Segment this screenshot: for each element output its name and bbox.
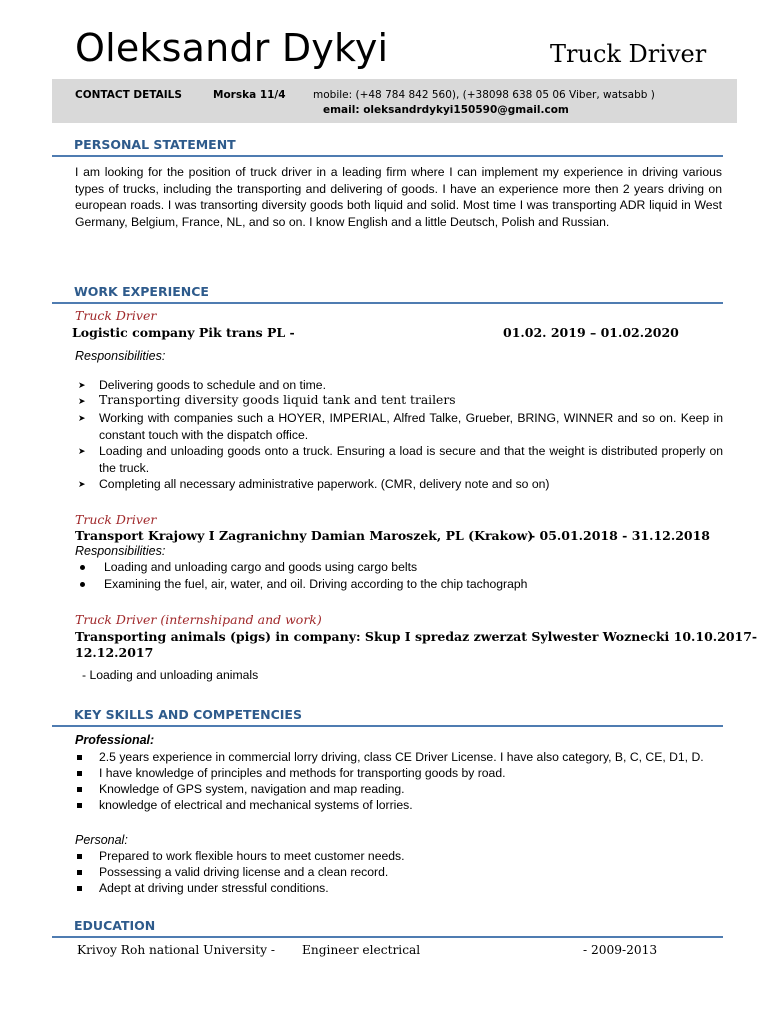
bullet-dot-icon — [80, 582, 85, 587]
section-divider — [52, 725, 723, 727]
job-1-responsibilities-label: Responsibilities: — [75, 349, 166, 363]
professional-skill: I have knowledge of principles and methods for transporting goods by road. — [99, 766, 506, 780]
contact-email: email: oleksandrdykyi150590@gmail.com — [323, 104, 569, 116]
job-title: Truck Driver — [550, 40, 707, 68]
job-3-item: - Loading and unloading animals — [82, 668, 259, 682]
candidate-name: Oleksandr Dykyi — [75, 26, 389, 70]
job-1-item: Delivering goods to schedule and on time. — [99, 378, 326, 392]
arrow-bullet-icon: ➤ — [78, 479, 86, 489]
personal-skill: Prepared to work flexible hours to meet customer needs. — [99, 849, 405, 863]
skills-heading: KEY SKILLS AND COMPETENCIES — [74, 707, 302, 722]
square-bullet-icon — [77, 870, 82, 875]
contact-mobile: mobile: (+48 784 842 560), (+38098 638 05 06 Viber, watsabb ) — [313, 89, 655, 101]
professional-label: Professional: — [75, 733, 155, 747]
personal-statement-text: I am looking for the position of truck driver in a leading firm where I can implement my experience in driving various types of trucks, including the transporting and delivering of goods. I have an experience more then 2 years driving on european roads. I was transorting diversity goods both liquid and solid. Most time I was transporting ADR liquid in West Germany, Belgium, France, NL, and so on. I know English and a little Deutsch, Polish and Russian. — [75, 165, 722, 229]
job-2-company: Transport Krajowy I Zagranichny Damian Maroszek, PL (Krakow) — [75, 528, 534, 543]
job-2-item: Examining the fuel, air, water, and oil. Driving according to the chip tachograph — [104, 577, 528, 591]
job-3-title: Truck Driver (internshipand and work) — [75, 612, 322, 627]
square-bullet-icon — [77, 787, 82, 792]
job-2-dates: - 05.01.2018 - 31.12.2018 — [530, 528, 710, 543]
square-bullet-icon — [77, 854, 82, 859]
contact-details-bar — [52, 79, 737, 123]
square-bullet-icon — [77, 771, 82, 776]
work-experience-heading: WORK EXPERIENCE — [74, 284, 209, 299]
job-3-company: Transporting animals (pigs) in company: Skup I spredaz zwerzat Sylwester Woznecki 10.10.2017- — [75, 629, 758, 644]
job-2-title: Truck Driver — [75, 512, 157, 527]
bullet-dot-icon — [80, 565, 85, 570]
square-bullet-icon — [77, 803, 82, 808]
job-1-item: Completing all necessary administrative paperwork. (CMR, delivery note and so on) — [99, 477, 550, 491]
education-degree: Engineer electrical — [302, 943, 421, 957]
contact-address: Morska 11/4 — [213, 89, 286, 101]
section-divider — [52, 155, 723, 157]
education-institution: Krivoy Roh national University - — [77, 943, 276, 957]
professional-skill: Knowledge of GPS system, navigation and map reading. — [99, 782, 405, 796]
job-2-item: Loading and unloading cargo and goods using cargo belts — [104, 560, 418, 574]
personal-statement-heading: PERSONAL STATEMENT — [74, 137, 236, 152]
education-years: - 2009-2013 — [583, 943, 658, 957]
arrow-bullet-icon: ➤ — [78, 396, 86, 406]
job-3-dates: 12.12.2017 — [75, 645, 154, 660]
job-1-item: Working with companies such a HOYER, IMPERIAL, Alfred Talke, Grueber, BRING, WINNER and so on. Keep in constant touch with the dispatch office. — [99, 411, 723, 442]
section-divider — [52, 302, 723, 304]
personal-skill: Possessing a valid driving license and a clean record. — [99, 865, 389, 879]
job-1-item: Loading and unloading goods onto a truck. Ensuring a load is secure and that the weight is distributed properly on the truck. — [99, 444, 723, 475]
personal-skill: Adept at driving under stressful conditions. — [99, 881, 329, 895]
section-divider — [52, 936, 723, 938]
arrow-bullet-icon: ➤ — [78, 446, 86, 456]
professional-skill: knowledge of electrical and mechanical systems of lorries. — [99, 798, 413, 812]
arrow-bullet-icon: ➤ — [78, 413, 86, 423]
education-heading: EDUCATION — [74, 918, 156, 933]
personal-label: Personal: — [75, 833, 128, 847]
job-2-responsibilities-label: Responsibilities: — [75, 544, 166, 558]
arrow-bullet-icon: ➤ — [78, 380, 86, 390]
job-1-dates: 01.02. 2019 – 01.02.2020 — [503, 325, 679, 340]
job-1-company: Logistic company Pik trans PL - — [72, 325, 295, 340]
square-bullet-icon — [77, 886, 82, 891]
contact-label: CONTACT DETAILS — [75, 89, 182, 101]
job-1-title: Truck Driver — [75, 308, 157, 323]
square-bullet-icon — [77, 755, 82, 760]
job-1-item: Transporting diversity goods liquid tank and tent trailers — [99, 393, 456, 407]
professional-skill: 2.5 years experience in commercial lorry driving, class CE Driver License. I have also category, B, C, CE, D1, D. — [99, 750, 704, 764]
